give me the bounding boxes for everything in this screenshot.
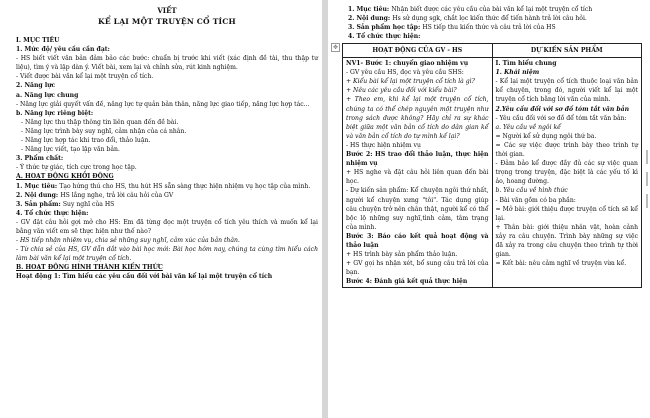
intro-line (342, 23, 642, 32)
cell-line: + HS trình bày sản phẩm thảo luận. (346, 251, 458, 259)
body-line: - Năng lực giải quyết vấn đề, năng lực tự quản bản thân, năng lực giao tiếp, năng lực hợp tác... (16, 100, 310, 108)
cell-line: a. Yêu cầu về ngôi kể (495, 123, 561, 131)
scroll-marks (644, 150, 650, 240)
body-line: - Viết được bài văn kể lại một truyện cổ tích. (16, 73, 154, 81)
cell-line: - Dự kiến sản phẩm: Kể chuyện ngôi thứ nhất, người kể chuyện xưng "tôi". Tác dụng giúp câu chuyện trở nên chân thật, người kể có thể bộc lộ những suy nghĩ,tình cảm, tâm trạng của mình. (346, 187, 489, 231)
cell-line: - Kể lại một truyện cổ tích thuộc loại văn bản kể chuyện, trong đó, người viết kể lại một truyện cổ tích bằng lời văn của mình. (495, 78, 638, 104)
body-line: - Năng lực hợp tác khi trao đổi, thảo luận. (21, 137, 151, 145)
body-line: - Năng lực viết, tạo lập văn bản. (21, 146, 120, 154)
header-du-kien: DỰ KIẾN SẢN PHẨM (492, 44, 642, 58)
left-page (0, 0, 322, 418)
section-heading: 2. Năng lực (16, 82, 56, 90)
table-header-row (343, 44, 642, 58)
body-line (16, 200, 318, 209)
line-text: HS tiếp thu kiến thức và câu trả lời của HS (422, 24, 556, 31)
cell-line: - HS thực hiện nhiệm vụ (346, 141, 421, 149)
body-line: - HS tiếp nhận nhiệm vụ, chia sẻ những suy nghĩ, cảm xúc của bản thân. (16, 237, 240, 245)
body-line: - Từ chia sẻ của HS, GV dẫn dắt vào bài học mới: Bài học hôm nay, chúng ta cùng tìm hiểu cách làm bài văn kể lại một truyện cổ tích. (16, 246, 318, 263)
cell-line: - Đảm bảo kể được đầy đủ các sự việc quan trọng trong truyện, đặc biệt là các yếu tố kì ảo, hoang đường. (495, 160, 638, 186)
body-line (16, 191, 318, 200)
activity-table (342, 43, 642, 288)
cell-line: + Theo em, khi kể lại một truyện cổ tích, chúng ta có thể chép nguyên một truyện như trong sách được không? Hãy chỉ ra sự khác biệt giữa một văn bản cổ tích do dân gian kể và văn bản cổ tích do tự mình kể lại? (346, 96, 489, 140)
cell-line: + HS nghe và đặt câu hỏi liên quan đến bài học. (346, 169, 489, 186)
section-heading: A. HOẠT ĐỘNG KHỞI ĐỘNG (16, 173, 114, 181)
section-heading: 3. Phẩm chất: (16, 155, 64, 163)
body-line: - Năng lực thu thập thông tin liên quan đến đề bài. (21, 118, 179, 126)
cell-heading: Bước 2: HS trao đổi thảo luận, thực hiện nhiệm vụ (346, 151, 489, 168)
cell-line: b. Yêu cầu về hình thức (495, 187, 568, 195)
cell-line: + Kiểu bài kể lại một truyện cổ tích là gì? (346, 78, 475, 86)
cell-line: + Nêu các yêu cầu đối với kiểu bài? (346, 87, 457, 95)
doc-title-line2: KỂ LẠI MỘT TRUYỆN CỔ TÍCH (98, 17, 236, 26)
cell-line: - Bài văn gồm có ba phần: (495, 196, 576, 204)
line-lead: 4. Tổ chức thực hiện: (348, 33, 421, 40)
cell-heading: Bước 3: Báo cáo kết quả hoạt động và thảo luận (346, 232, 489, 249)
line-lead: 3. Sản phẩm học tập: (348, 24, 423, 31)
line-text: HS lắng nghe, trả lời câu hỏi của GV (60, 191, 174, 199)
line-lead: 1. Mục tiêu: (348, 6, 392, 13)
line-text: Tạo hứng thú cho HS, thu hút HS sẵn sàng thực hiện nhiệm vụ học tập của mình. (59, 182, 311, 190)
right-page (328, 0, 650, 418)
line-lead: 1. Mục tiêu: (16, 182, 60, 190)
doc-title-line1: VIẾT (157, 6, 177, 15)
line-text: Hs sử dụng sgk, chắt lọc kiến thức để tiến hành trả lời câu hỏi. (392, 15, 587, 22)
line-lead: 2. Nội dung: (16, 191, 61, 199)
section-heading: I. MỤC TIÊU (16, 37, 60, 44)
body-line (16, 182, 318, 191)
move-icon[interactable]: ✥ (332, 44, 339, 51)
right-intro (342, 5, 642, 41)
cell-heading: I. Tìm hiểu chung (495, 60, 557, 68)
cell-line: = Các sự việc được trình bày theo trình tự thời gian. (495, 141, 638, 159)
section-heading: 1. Mức độ/ yêu cầu cần đạt: (16, 46, 110, 54)
activity-table-wrapper (332, 43, 642, 288)
right-page-content (328, 0, 650, 288)
section-heading: B. HOẠT ĐỘNG HÌNH THÀNH KIẾN THỨC (16, 264, 163, 272)
body-line: - HS biết viết văn bản đảm bảo các bước: chuẩn bị trước khi viết (xác định đề tài, thu thập tư liệu), tìm ý và lập dàn ý. Viết bài, xem lại và chỉnh sửa, rút kinh nghiệm. (16, 55, 318, 72)
section-heading: 4. Tổ chức thực hiện: (16, 209, 89, 217)
left-page-content (0, 0, 322, 282)
left-body (16, 36, 318, 282)
header-gv-hs: HOẠT ĐỘNG CỦA GV - HS (343, 44, 493, 58)
intro-line (342, 14, 642, 23)
cell-line: = Mở bài: giới thiệu được truyện cổ tích sẽ kể lại. (495, 205, 638, 222)
line-text: Nhận biết được các yêu cầu của bài văn kể lại một truyện cổ tích (391, 6, 593, 13)
table-row (343, 58, 642, 288)
section-heading: b. Năng lực riêng biệt: (16, 109, 94, 117)
gv-activity-cell (343, 58, 493, 288)
body-line: - Ý thức tự giác, tích cực trong học tập. (16, 164, 137, 172)
cell-line: + Thân bài: giới thiệu nhân vật, hoàn cảnh xảy ra câu chuyện. Trình bày những sự việc đã xảy ra trong câu chuyện theo trình tự thời gian. (495, 223, 638, 259)
cell-line: - Yêu cầu đối với sơ đồ để tóm tắt văn bản: (495, 114, 627, 122)
section-heading: Hoạt động 1: Tìm hiểu các yêu cầu đối với bài văn kể lại một truyện cổ tích (16, 273, 273, 281)
cell-heading: 2.Yêu cầu đối với sơ đồ tóm tắt văn bản (495, 105, 630, 113)
line-lead: 3. Sản phẩm: (16, 200, 63, 208)
body-line: - GV đặt câu hỏi gợi mở cho HS: Em đã từng đọc một truyện cổ tích yêu thích và muốn kể lại bằng văn viết em sẽ thực hiện như thế nào? (16, 218, 318, 235)
body-line: - Năng lực trình bày suy nghĩ, cảm nhận của cá nhân. (21, 127, 187, 135)
product-cell (492, 58, 642, 288)
intro-line (342, 5, 642, 14)
line-text: Suy nghĩ của HS (62, 200, 115, 208)
line-lead: 2. Nội dung: (348, 15, 393, 22)
cell-line: = Kết bài: nêu cảm nghĩ về truyện vừa kể. (495, 260, 627, 268)
cell-line: - GV yêu cầu HS, đọc và yêu cầu SHS: (346, 69, 464, 77)
cell-line: + GV gọi hs nhận xét, bổ sung câu trả lời của bạn. (346, 260, 489, 277)
intro-line (342, 32, 642, 41)
cell-line: = Người kể sử dụng ngôi thứ ba. (495, 132, 597, 140)
cell-heading: NV1- Bước 1: chuyển giao nhiệm vụ (346, 60, 469, 68)
cell-heading: 1. Khái niệm (495, 69, 540, 77)
cell-heading: Bước 4: Đánh giá kết quả thực hiện (346, 278, 468, 286)
section-heading: a. Năng lực chung (16, 91, 79, 99)
